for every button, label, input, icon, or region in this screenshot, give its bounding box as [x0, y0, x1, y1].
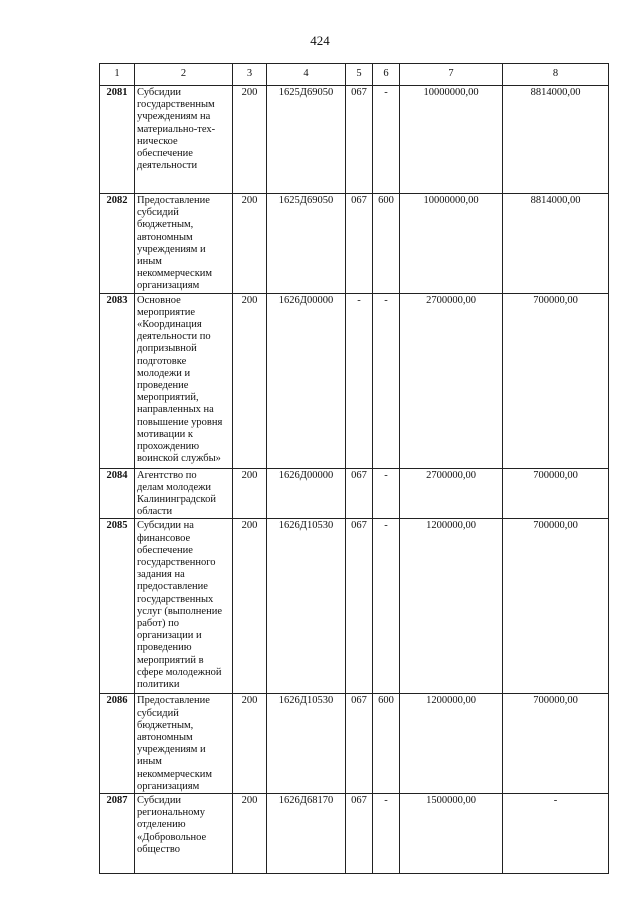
item-name-cell	[135, 86, 233, 194]
item-name-line: учреждениям и	[137, 744, 206, 756]
item-name-line: государственных	[137, 593, 214, 605]
page-number: 424	[310, 33, 330, 48]
col3-cell: 200	[233, 519, 267, 694]
table-row	[100, 694, 609, 794]
target-code-cell: 1625Д69050	[267, 194, 346, 294]
ministry-code-cell: 067	[346, 194, 373, 294]
item-name-line: проведение	[137, 380, 189, 392]
item-name-line: сфере молодежной	[137, 666, 222, 678]
item-name-line: «Добровольное	[137, 831, 207, 843]
row-number-cell: 2086	[100, 694, 135, 794]
item-name-line: Агентство по	[137, 469, 197, 481]
item-name-line: учреждениям и	[137, 243, 206, 255]
amount-col8-cell: 700000,00	[503, 519, 609, 694]
item-name-line: допризывной	[137, 343, 197, 355]
item-name-line: Субсидии	[137, 795, 182, 807]
table-row	[100, 468, 609, 519]
item-name-line: Калининградской	[137, 494, 216, 506]
item-name-cell	[135, 468, 233, 519]
target-code-cell: 1626Д00000	[267, 293, 346, 468]
expense-type-cell: -	[373, 519, 400, 694]
item-name-line: мероприятий в	[137, 654, 204, 666]
item-name-line: государственным	[137, 99, 215, 111]
item-name-line: работ) по	[137, 618, 179, 630]
item-name-line: молодежи и	[137, 367, 191, 379]
item-name-line: деятельности	[137, 160, 198, 172]
item-name-line: деятельности по	[137, 331, 211, 343]
amount-col7-cell: 1200000,00	[400, 519, 503, 694]
amount-col7-cell: 1500000,00	[400, 794, 503, 874]
item-name-line: «Координация	[137, 319, 202, 331]
target-code-cell: 1625Д69050	[267, 86, 346, 194]
ministry-code-cell: 067	[346, 519, 373, 694]
item-name-line: области	[137, 506, 173, 518]
column-header: 5	[346, 64, 373, 86]
table-row	[100, 794, 609, 874]
ministry-code-cell: 067	[346, 794, 373, 874]
item-name-line: материально-тех-	[137, 123, 216, 135]
column-header: 6	[373, 64, 400, 86]
expense-type-cell: -	[373, 794, 400, 874]
item-name-line: мероприятие	[137, 306, 195, 318]
amount-col7-cell: 2700000,00	[400, 468, 503, 519]
item-name-line: подготовке	[137, 355, 187, 367]
amount-col7-cell: 2700000,00	[400, 293, 503, 468]
item-name-line: задания на	[137, 569, 185, 581]
amount-col8-cell: 700000,00	[503, 468, 609, 519]
item-name-cell	[135, 519, 233, 694]
ministry-code-cell: -	[346, 293, 373, 468]
item-name-line: автономным	[137, 231, 193, 243]
target-code-cell: 1626Д10530	[267, 694, 346, 794]
item-name-line: субсидий	[137, 707, 179, 719]
col3-cell: 200	[233, 194, 267, 294]
row-number-cell: 2084	[100, 468, 135, 519]
expense-type-cell: -	[373, 86, 400, 194]
table-row	[100, 293, 609, 468]
expense-type-cell: -	[373, 468, 400, 519]
row-number-cell: 2081	[100, 86, 135, 194]
row-number-cell: 2085	[100, 519, 135, 694]
item-name-line: некоммерческим	[137, 768, 213, 780]
item-name-line: прохождению	[137, 441, 200, 453]
item-name-line: предоставление	[137, 581, 208, 593]
row-number-cell: 2082	[100, 194, 135, 294]
item-name-line: мотивации к	[137, 428, 194, 440]
target-code-cell: 1626Д68170	[267, 794, 346, 874]
item-name-line: Предоставление	[137, 695, 210, 707]
item-name-line: иным	[137, 256, 162, 268]
item-name-line: бюджетным,	[137, 719, 194, 731]
item-name-line: обеспечение	[137, 544, 193, 556]
item-name-line: автономным	[137, 732, 193, 744]
column-header: 4	[267, 64, 346, 86]
column-header: 1	[100, 64, 135, 86]
item-name-line: организациям	[137, 280, 200, 292]
item-name-line: отделению	[137, 819, 186, 831]
item-name-line: направленных на	[137, 404, 214, 416]
item-name-line: ническое	[137, 135, 178, 147]
column-header: 8	[503, 64, 609, 86]
item-name-line: финансовое	[137, 532, 191, 544]
item-name-line: Субсидии на	[137, 520, 194, 532]
item-name-line: проведению	[137, 642, 192, 654]
item-name-line: региональному	[137, 807, 206, 819]
amount-col8-cell: -	[503, 794, 609, 874]
item-name-line: услуг (выполнение	[137, 605, 222, 617]
item-name-line: политики	[137, 679, 180, 691]
col3-cell: 200	[233, 468, 267, 519]
col3-cell: 200	[233, 86, 267, 194]
row-number-cell: 2087	[100, 794, 135, 874]
item-name-line: Предоставление	[137, 195, 210, 206]
target-code-cell: 1626Д00000	[267, 468, 346, 519]
amount-col7-cell: 10000000,00	[400, 86, 503, 194]
item-name-line: Основное	[137, 294, 181, 306]
column-header: 7	[400, 64, 503, 86]
item-name-line: учреждениям на	[137, 111, 211, 123]
item-name-cell	[135, 293, 233, 468]
amount-col8-cell: 700000,00	[503, 293, 609, 468]
header-row	[100, 64, 609, 86]
ministry-code-cell: 067	[346, 468, 373, 519]
table-row	[100, 86, 609, 194]
item-name-line: общество	[137, 843, 180, 855]
amount-col8-cell: 8814000,00	[503, 194, 609, 294]
item-name-line: организации и	[137, 630, 202, 642]
amount-col8-cell: 700000,00	[503, 694, 609, 794]
item-name-cell	[135, 694, 233, 794]
ministry-code-cell: 067	[346, 694, 373, 794]
item-name-line: государственного	[137, 557, 216, 569]
col3-cell: 200	[233, 694, 267, 794]
item-name-line: субсидий	[137, 207, 179, 219]
table-row	[100, 519, 609, 694]
budget-table	[99, 63, 609, 874]
row-number-cell: 2083	[100, 293, 135, 468]
item-name-line: Субсидии	[137, 87, 182, 98]
expense-type-cell: 600	[373, 694, 400, 794]
item-name-line: иным	[137, 756, 162, 768]
expense-type-cell: -	[373, 293, 400, 468]
expense-type-cell: 600	[373, 194, 400, 294]
item-name-line: делам молодежи	[137, 481, 211, 493]
item-name-line: бюджетным,	[137, 219, 194, 231]
item-name-line: обеспечение	[137, 148, 193, 160]
table-row	[100, 194, 609, 294]
amount-col7-cell: 10000000,00	[400, 194, 503, 294]
item-name-line: повышение уровня	[137, 416, 223, 428]
column-header: 2	[135, 64, 233, 86]
col3-cell: 200	[233, 293, 267, 468]
column-header: 3	[233, 64, 267, 86]
item-name-cell	[135, 794, 233, 874]
amount-col7-cell: 1200000,00	[400, 694, 503, 794]
item-name-cell	[135, 194, 233, 294]
col3-cell: 200	[233, 794, 267, 874]
item-name-line: организациям	[137, 780, 200, 792]
item-name-line: воинской службы»	[137, 453, 221, 465]
item-name-line: некоммерческим	[137, 268, 213, 280]
target-code-cell: 1626Д10530	[267, 519, 346, 694]
ministry-code-cell: 067	[346, 86, 373, 194]
amount-col8-cell: 8814000,00	[503, 86, 609, 194]
item-name-line: мероприятий,	[137, 392, 199, 404]
